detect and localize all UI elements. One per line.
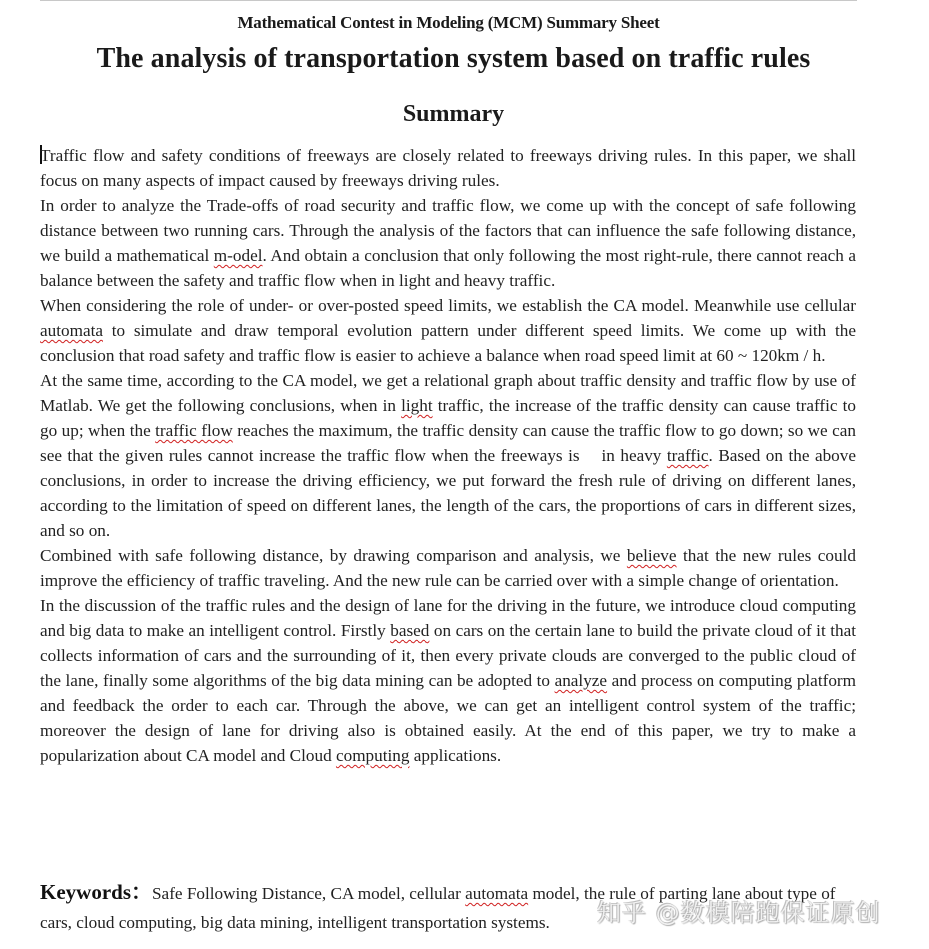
paragraph-density-flow[interactable]: At the same time, according to the CA model, we get a relational graph about traffic density and traffic flow by use of Matlab. We get the following conclusions, when in light traffic, the increase of the traffic density can cause traffic to go up; when the traffic flow reaches the maximum, the traffic density can cause the traffic flow to go down; so we can see that the given rules cannot increase the traffic flow when the freeways is in heavy traffic. Based on the above conclusions, in order to increase the driving efficiency, we put forward the fresh rule of driving on different lanes, according to the limitation of speed on different lanes, the length of the cars, the proportions of cars in different sizes, and so on. [40, 371, 856, 540]
sheet-header: Mathematical Contest in Modeling (MCM) Summary Sheet [237, 13, 660, 32]
page-top-rule [40, 0, 857, 1]
paragraph-intro[interactable]: Traffic flow and safety conditions of freeways are closely related to freeways driving rules. In this paper, we shall focus on many aspects of impact caused by freeways driving rules. [40, 146, 856, 190]
paragraph-safe-distance[interactable]: In order to analyze the Trade-offs of road security and traffic flow, we come up with the concept of safe following distance between two running cars. Through the analysis of the factors that can influence the safe following distance, we build a mathematical m-odel. And obtain a conclusion that only following the most right-rule, there cannot reach a balance between the safety and traffic flow when in light and heavy traffic. [40, 196, 857, 290]
spellcheck-flag[interactable]: believe [626, 546, 677, 565]
keywords-section[interactable]: Keywords：Safe Following Distance, CA model, cellular automata model, the rule of parting lane about type of cars, cloud computing, big data mining, intelligent transportation systems. [40, 880, 836, 932]
spellcheck-flag[interactable]: based [390, 621, 430, 640]
keywords-label: Keywords： [40, 880, 152, 904]
summary-heading: Summary [402, 101, 505, 127]
paragraph-cloud-computing[interactable]: In the discussion of the traffic rules and the design of lane for the driving in the future, we introduce cloud computing and big data to make an intelligent control. Firstly based on cars on the certain lane to build the private cloud of it that collects information of cars and the surrounding of it, then every private clouds are converged to the public cloud of the lane, finally some algorithms of the big data mining can be adopted to analyze and process on computing platform and feedback the order to each car. Through the above, we can get an intelligent control system of the traffic; moreover the design of lane for driving also is obtained easily. At the end of this paper, we try to make a popularization about CA model and Cloud computing applications. [40, 596, 857, 765]
spellcheck-flag[interactable]: automata [465, 884, 529, 903]
paragraph-speed-limits[interactable]: When considering the role of under- or over-posted speed limits, we establish the CA model. Meanwhile use cellular automata to simulate and draw temporal evolution pattern under different speed limits. We come up with the conclusion that road safety and traffic flow is easier to achieve a balance when road speed limit at 60 ~ 120km / h. [40, 296, 856, 365]
paragraph-new-rules[interactable]: Combined with safe following distance, by drawing comparison and analysis, we believe that the new rules could improve the efficiency of traffic traveling. And the new rule can be carried over with a simple change of orientation. [40, 546, 856, 590]
watermark: 知乎 @数模陪跑保证原创 [597, 899, 881, 927]
spellcheck-flag[interactable]: analyze [554, 671, 608, 690]
summary-body[interactable] [40, 143, 856, 768]
spellcheck-flag[interactable]: computing [335, 746, 410, 765]
spellcheck-flag[interactable]: traffic [666, 446, 709, 465]
spellcheck-flag[interactable]: automata [40, 321, 103, 340]
spellcheck-flag[interactable]: light [401, 396, 433, 415]
spellcheck-flag[interactable]: traffic flow [155, 421, 233, 440]
paper-title: The analysis of transportation system based on traffic rules [96, 43, 811, 74]
spellcheck-flag[interactable]: m-odel [213, 246, 263, 265]
